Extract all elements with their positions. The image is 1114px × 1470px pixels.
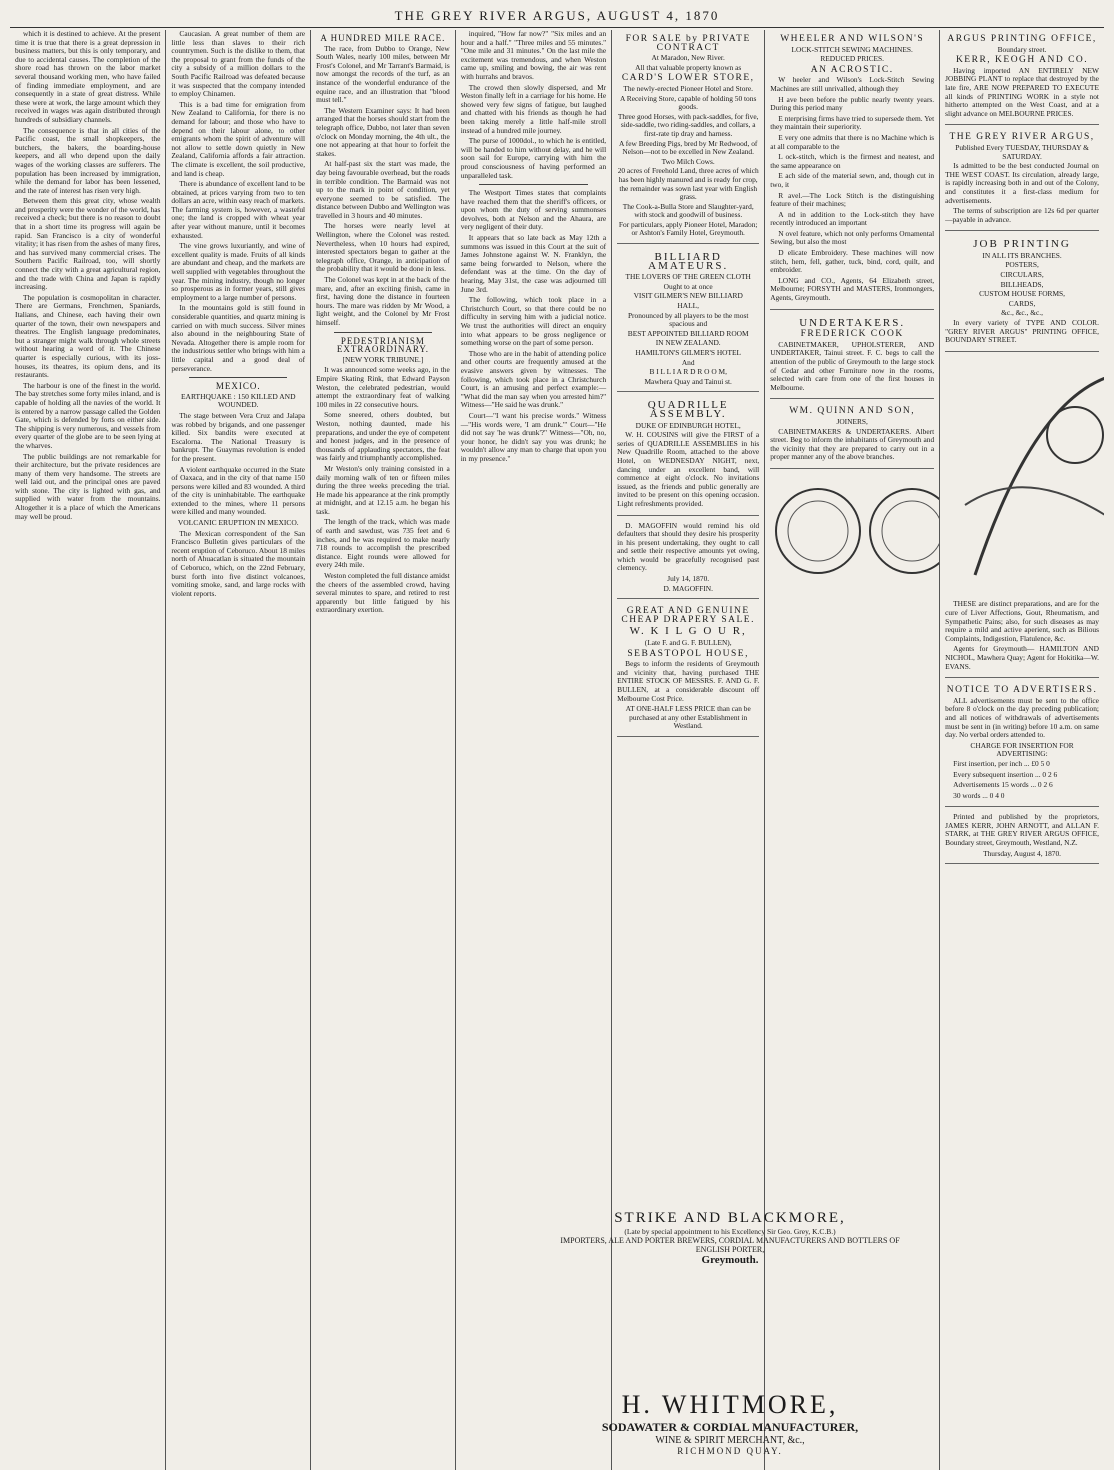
paragraph: The Mexican correspondent of the San Francisco Bulletin gives particulars of the recent eruption of Ceboruco. About 18 miles north of Ahuacatlan is situated the mountain of Ceboruco, which, on the 22nd February, burst forth into five distinct volcanoes, vomiting smoke, sand, and large rocks with violent reports. (171, 528, 306, 598)
ad-line: THE LOVERS OF THE GREEN CLOTH (625, 272, 751, 282)
ad-line: POSTERS, (1005, 260, 1039, 270)
ad-title: BILLIARD AMATEURS. (648, 251, 729, 272)
ad-body: CABINETMAKERS & UNDERTAKERS. Albert street. Beg to inform the inhabitants of Greymouth and the vicinity that they are prepared to carry out in a proper manner any of the above branches. (770, 426, 935, 462)
ad-line: BILLHEADS, (1000, 279, 1044, 289)
paragraph: W heeler and Wilson's Lock-Stitch Sewing Machines are still unrivalled, although they (770, 75, 935, 93)
ad-line: And (681, 357, 695, 367)
paragraph: A nd in addition to the Lock-stitch they have recently introduced an important (770, 209, 935, 228)
ad-subtitle: (Late F. and G. F. BULLEN), (644, 638, 732, 648)
ad-line: 20 acres of Freehold Land, three acres of which has been highly manured and is ready for crop, the remainder was sown last year with English grass. (617, 166, 759, 202)
ad-town: Greymouth. (701, 1254, 759, 1266)
pedestrian-source: [NEW YORK TRIBUNE.] (342, 354, 424, 364)
engraving-banner-icon (965, 487, 1104, 515)
paragraph: The vine grows luxuriantly, and wine of excellent quality is made. Fruits of all kinds are abundant and cheap, and the markets are well supplied with vegetables throughout the year. The mining industry, though no longer so prosperous as in former years, still gives employment to a large number of persons. (171, 241, 306, 302)
ad-line: CARDS, (1008, 298, 1036, 308)
column-2 (166, 30, 311, 1470)
ad-title: FOR SALE by PRIVATE CONTRACT (625, 34, 751, 53)
ad-title: QUADRILLE ASSEMBLY. (647, 399, 729, 420)
ad-subtitle: At Maradon, New River. (651, 53, 725, 63)
paragraph: H ave been before the public nearly twenty years. During this period many (770, 94, 935, 113)
ad-line: Mawhera Quay and Tainui st. (644, 376, 732, 386)
paragraph: It appears that so late back as May 12th a summons was issued in this Court at the suit of James Johnstone against W. N. Franklyn, the same being forwarded to Nelson, where the defendant was at the time. On the day of hearing, May 31st, the case was adjourned till June 3rd. (460, 233, 607, 294)
ad-line: &c., &c., &c., (1001, 308, 1043, 318)
paragraph: The purse of 1000dol., to which he is entitled, will be handed to him without delay, and he will soon sail for Europe, carrying with him the proud consciousness of having performed an unparalleled task. (460, 136, 607, 180)
ad-footer: In every variety of TYPE AND COLOR. "GREY RIVER ARGUS" PRINTING OFFICE, BOUNDARY STREET. (945, 318, 1099, 345)
paragraph: N ovel feature, which not only performs Ornamental Sewing, but also the most (770, 228, 935, 247)
ad-firm: KERR, KEOGH AND CO. (955, 55, 1089, 66)
ad-line: A Receiving Store, capable of holding 50 tons goods. (620, 93, 757, 112)
mexico-subheading: EARTHQUAKE : 150 KILLED AND WOUNDED. (180, 391, 296, 410)
ad-line: HALL, (677, 301, 699, 311)
ad-date: July 14, 1870. (667, 574, 710, 584)
ad-whitmore (551, 1390, 909, 1456)
ad-subtitle: JOINERS, (836, 416, 868, 426)
paragraph: It was announced some weeks ago, in the Empire Skating Rink, that Edward Payson Weston, the celebrated pedestrian, would attempt the extraordinary feat of walking 100 miles in 22 consecutive hours. (316, 365, 450, 409)
ad-body: Begs to inform the residents of Greymouth and vicinity that, having purchased THE ENTIRE STOCK OF MESSRS. F. AND G. F. BULLEN, at a considerable discount off Melbourne Cost Price. (617, 659, 760, 703)
paragraph: The Western Examiner says: It had been arranged that the horses should start from the telegraph office, Dubbo, not later than seven o'clock on Monday morning, the 4th ult., the one not appearing at that hour to forfeit the stakes. (316, 105, 450, 158)
column-1 (10, 30, 166, 1470)
ad-body: Is admitted to be the best conducted Journal on THE WEST COAST. Its circulation, already large, is rapidly increasing both in and out of the Colony, and constitutes it a first-class medium for advertisements. (945, 161, 1099, 205)
paragraph: L ock-stitch, which is the firmest and neatest, and the same appearance on (770, 152, 935, 170)
paragraph: The following, which took place in a Christchurch Court, so that there could be no difficulty in serving him with a judicial notice. We trust the authorities will direct an enquiry into what appears to be gross negligence or something worse on the part of some person. (460, 295, 607, 348)
ad-undertakers (770, 313, 934, 400)
paragraph: The horses were nearly level at Wellington, where the Colonel was rested. Nevertheless, when 10 hours had expired, interested spectators began to gather at the telegraph office, Orange, in anticipation of the probability that it would be done in less. (316, 221, 450, 274)
medal-icon (776, 489, 860, 573)
ad-line: HAMILTON'S GILMER'S HOTEL (635, 348, 742, 357)
ad-body: W. H. COUSINS will give the FIRST of a series of QUADRILLE ASSEMBLIES in his New Quadrille Room, attached to the above Hotel, on WEDNESDAY NIGHT, next, dancing under an excellent band, will commence at eight o'clock. No invitations issued, as the friends and public generally are invited to be present on this opening occasion. Light refreshments provided. (617, 430, 760, 508)
ad-title: WHEELER AND WILSON'S (780, 34, 925, 44)
paragraph: inquired, "How far now?" "Six miles and an hour and a half." "Three miles and 55 minutes." "One mile and 31 minutes." On the last mile the excitement was tremendous, and when Weston came up, smiling and bowing, the air was rent with hurrahs and bravos. (460, 30, 607, 81)
ad-body: THESE are distinct preparations, and are for the cure of Liver Affections, Gout, Rheumatism, and Sympathetic Pains; also, for such diseases as may require a mild and active aperient, such as Bilious Complaints, Indigestion, Flatulence, &c. (945, 599, 1099, 643)
charges-title: CHARGE FOR INSERTION FOR ADVERTISING: (970, 740, 1074, 759)
ad-line: BEST APPOINTED BILLIARD ROOM (627, 328, 749, 338)
ad-for-sale-maradon (617, 30, 759, 244)
ad-body: IMPORTERS, ALE AND PORTER BREWERS, CORDIAL MANUFACTURERS AND BOTTLERS OF ENGLISH PORTER, (560, 1236, 900, 1254)
paragraph: Every subsequent insertion ... 0 2 6 (953, 769, 1058, 779)
ad-subtitle: DUKE OF EDINBURGH HOTEL, (635, 420, 741, 430)
ad-name: FREDERICK COOK (800, 329, 904, 340)
ad-subtitle: Published Every TUESDAY, THURSDAY & SATURDAY. (955, 142, 1089, 161)
ad-title: H. WHITMORE, (621, 1390, 839, 1419)
holloway-engraving (945, 355, 1104, 595)
ad-line: CIRCULARS, (1000, 270, 1044, 280)
paragraph: Advertisements 15 words ... 0 2 6 (953, 780, 1053, 790)
volcanic-heading: VOLCANIC ERUPTION IN MEXICO. (177, 518, 299, 528)
ad-address: Boundary street. (997, 44, 1047, 54)
paragraph: Court—"I want his precise words." Witness—"His words were, 'I am drunk.'" Court—"He did not say 'he was drunk'?" Witness—"Oh, no, your honor, he didn't say you was drunk; he wouldn't allow any man to charge that upon you in my presence." (460, 410, 607, 463)
paragraph: Mr Weston's only training consisted in a daily morning walk of ten or fifteen miles during the three weeks preceding the trial. He made his appearance at the rink promptly at midnight, and at 12.15 a.m. he began his task. (316, 463, 450, 516)
ad-title: UNDERTAKERS. (799, 316, 906, 329)
ad-line: The newly-erected Pioneer Hotel and Store. (623, 83, 754, 93)
imprint-date: Thursday, August 4, 1870. (983, 848, 1062, 858)
paragraph: which it is destined to achieve. At the present time it is true that there is a great depression in business matters, but this is only temporary, and due to accidental causes. The completion of the shore road has thrown on the labor market several thousand working men, who have failed of finding immediate employment, and are consequently in a state of great distress. While these were at work, the large amount which they received in wages was again distributed through hundreds of subsidiary channels. (15, 30, 161, 124)
ad-house: SEBASTOPOL HOUSE, (627, 648, 749, 659)
ad-address: RICHMOND QUAY. (677, 1446, 783, 1456)
ad-line: A few Breeding Pigs, bred by Mr Redwood, of Nelson—not to be excelled in New Zealand. (619, 138, 758, 157)
ad-subtitle: IN ALL ITS BRANCHES. (982, 250, 1062, 260)
ad-acrostic-title: AN ACROSTIC. (810, 64, 894, 75)
divider (479, 184, 588, 185)
ad-argus-printing (945, 30, 1099, 125)
paragraph: First insertion, per inch ... £0 5 0 (953, 758, 1050, 768)
ad-strike-blackmore (551, 1210, 909, 1266)
ad-line: Ought to at once (663, 281, 713, 291)
paragraph: R avel.—The Lock Stitch is the distinguishing feature of their machines; (770, 190, 935, 209)
paragraph: Between them this great city, whose wealth and prosperity were the wonder of the world, has received a check; but there is no reason to doubt that in a short time its progress will again be rapid. San Francisco is a city of wonderful vitality; it has risen from the ashes of many fires, and has survived many commercial crises. The Southern Pacific Railroad, too, will shortly connect the city with a great agricultural region, and the trade with China and Japan is rapidly increasing. (15, 196, 161, 292)
ad-line: IN NEW ZEALAND. (655, 338, 721, 348)
paragraph: E nterprising firms have tried to supersede them. Yet they maintain their superiority. (770, 113, 935, 132)
paragraph: The consequence is that in all cities of the Pacific coast, the small shopkeepers, the butchers, the bakers, the boarding-house keepers, and all who depend upon the daily wages of the working classes are sufferers. The population has been increased by immigration, while the demand for labor has been lessened, and the rate of interest has risen very high. (15, 125, 161, 195)
paragraph: The crowd then slowly dispersed, and Mr Weston finally left in a carriage for his home. He showed very few signs of fatigue, but laughed and chatted with his friends as though he had been taking merely a little half-mile stroll instead of a hundred mile journey. (460, 82, 607, 135)
paragraph: E very one admits that there is no Machine which is at all comparable to the (770, 132, 935, 151)
ad-quadrille (617, 395, 759, 515)
ad-name: CARD'S LOWER STORE, (621, 73, 755, 84)
paragraph: The harbour is one of the finest in the world. The bay stretches some forty miles inland, and is capable of holding all the navies of the world. It is entered by a narrow passage called the Golden Gate, which is defended by forts on either side. The shipping is very numerous, and vessels from every quarter of the globe are to be seen lying at the wharves. (15, 380, 161, 450)
ad-billiard (617, 247, 759, 392)
ad-body: All that valuable property known as (635, 62, 742, 72)
paragraph: In the mountains gold is still found in considerable quantities, and quartz mining is carried on with much success. Silver mines also abound in the neighbouring State of Nevada. Altogether there is ample room for the industrious settler who brings with him a little capital and a good deal of perseverance. (171, 303, 306, 373)
ad-notice (945, 681, 1099, 807)
ad-subtitle: SODAWATER & CORDIAL MANUFACTURER, (601, 1420, 859, 1434)
divider (189, 377, 287, 378)
ad-agents: Agents for Greymouth— HAMILTON AND NICHOL, Mawhera Quay; Agent for Hokitika—W. EVANS. (945, 644, 1099, 671)
ad-name: W. K I L G O U R, (629, 625, 747, 638)
ad-line: Pronounced by all players to be the most spacious and (627, 310, 749, 329)
paragraph: Those who are in the habit of attending police and other courts are frequently amused at the evasive answers given by witnesses. The following, which took place in a Christchurch Court, is an amusing and perfect example:— "What did the man say when you arrested him?" Witness—"He said he was drunk." (460, 348, 607, 410)
ad-body: Having imported AN ENTIRELY NEW JOBBING PLANT to replace that destroyed by the late fire, ARE NOW PREPARED TO EXECUTE all kinds of PRINTING WORK in a style not hitherto attempted on the West Coast, and at a slight advance on MELBOURNE PRICES. (945, 65, 1099, 118)
ad-title: ARGUS PRINTING OFFICE, (947, 34, 1097, 44)
ad-subtitle: (Late by special appointment to his Excellency Sir Geo. Grey, K.C.B.) (624, 1227, 836, 1236)
ad-drapery (617, 602, 759, 737)
engraving-scroll-icon (975, 375, 1104, 575)
medal-inner (788, 501, 848, 561)
mexico-heading: MEXICO. (215, 381, 261, 392)
ad-title: STRIKE AND BLACKMORE, (614, 1210, 846, 1226)
paragraph: 30 words ... 0 4 0 (953, 790, 1005, 800)
masthead-title: THE GREY RIVER ARGUS, AUGUST 4, 1870 (394, 8, 720, 23)
paragraph: Some sneered, others doubted, but Weston, nothing daunted, made his preparations, and under the eye of competent and honest judges, and in the presence of thousands of applauding spectators, the feat was fairly and triumphantly accomplished. (316, 410, 450, 463)
medal-engravings (770, 476, 940, 586)
ad-title: NOTICE TO ADVERTISERS. (946, 685, 1098, 696)
paragraph: A violent earthquake occurred in the State of Oaxaca, and in the city of that name 150 persons were killed and 83 wounded. A third of the city is uninhabitable. The earthquake extended to the mines, where 11 persons were killed and many wounded. (171, 464, 306, 517)
ad-line: Two Milch Cows. (661, 156, 715, 166)
ad-subtitle: LOCK-STITCH SEWING MACHINES. (791, 44, 913, 54)
paragraph: The population is cosmopolitan in character. There are Germans, Frenchmen, Spaniards, Italians, and Chinese, each having their own quarter of the town, their own newspapers and theatres. The English language predominates, but a stranger might walk through whole streets without hearing a word of it. The Chinese quarter is especially curious, with its joss-houses, its theatres, its opium dens, and its restaurants. (15, 292, 161, 380)
engraving-figure-icon (1047, 407, 1103, 463)
paragraph: E ach side of the material sewn, and, though cut in two, it (770, 171, 935, 189)
ad-line: B I L L I A R D R O O M, (649, 367, 727, 377)
paragraph: Caucasian. A great number of them are little less than slaves to their rich countrymen. Such is the dislike to them, that the proposal to grant from the funds of the city a subsidy of a million dollars to the South Pacific Railroad was defeated because it was suspected that the company intended to employ Chinamen. (171, 30, 306, 99)
ad-magoffin (617, 519, 759, 600)
column-7-ads (940, 30, 1104, 1470)
paragraph: There is abundance of excellent land to be obtained, at prices varying from two to ten dollars an acre, within easy reach of markets. The farming system is, however, a wasteful one; the land is cropped with wheat year after year without manure, until it becomes exhausted. (171, 179, 306, 240)
ad-body: D. MAGOFFIN would remind his old defaulters that should they desire his prosperity in his present undertaking, they ought to call and settle their respective amounts yet owing, which would be gracefully recognised past clemency. (617, 520, 760, 573)
ad-footer: AT ONE-HALF LESS PRICE than can be purchased at any other Establishment in Westland. (625, 704, 751, 731)
paragraph: This is a bad time for emigration from New Zealand to California, for there is no demand for labour; and those who have to depend on their labour alone, to other emigrants whom the spirit of adventure will not allow to settle down quietly in New Zealand, California affords a fair attraction. The climate is excellent, the soil productive, and land is cheap. (171, 99, 306, 178)
imprint (945, 810, 1099, 864)
ad-wheeler-wilson (770, 30, 934, 310)
column-3 (311, 30, 456, 1470)
pedestrian-heading: PEDESTRIANISM EXTRAORDINARY. (336, 335, 429, 355)
paragraph: D elicate Embroidery. These machines will now stitch, hem, fell, gather, tuck, bind, cord, quilt, and embroider. (770, 248, 935, 275)
ad-title: WM. QUINN AND SON, (789, 406, 916, 417)
ad-body: CABINETMAKER, UPHOLSTERER, AND UNDERTAKER, Tainui street. F. C. begs to call the attention of the public of Greymouth to the large stock of Cedar and other Furniture now in the rooms, selected with care from one of the first houses in Melbourne. (770, 339, 935, 392)
ad-holloway (945, 597, 1099, 678)
ad-signature: D. MAGOFFIN. (663, 583, 713, 593)
ad-subtitle-2: WINE & SPIRIT MERCHANT, &c., (655, 1435, 805, 1446)
paragraph: The Colonel was kept in at the back of the mare, and, after an exciting finish, came in first, having done the distance in fourteen hours. The mare was ridden by Mr Wood, a light weight, and the Colonel by Mr Frost himself. (316, 275, 450, 327)
medal-inner (882, 501, 940, 561)
paragraph: The Westport Times states that complaints have reached them that the sheriff's officers, or upon whom the duty of serving summonses devolves, both at Nelson and the Ahaura, are very negligent of their duty. (460, 188, 607, 232)
ad-line: CUSTOM HOUSE FORMS, (979, 289, 1065, 299)
paragraph: Weston completed the full distance amidst the cheers of the assembled crowd, having several minutes to spare, and retired to rest apparently but little fatigued by his extraordinary exertion. (316, 571, 450, 615)
paragraph: At half-past six the start was made, the day being favourable overhead, but the roads in terrible condition. The Barmaid was not up to the mark in point of condition, yet everyone seemed to be satisfied. The distance between Dubbo and Wellington was travelled in 3 hours and 40 minutes. (316, 159, 450, 220)
paragraph: The stage between Vera Cruz and Jalapa was robbed by brigands, and one passenger killed. Six bandits were executed at Escalorna. The National Treasury is bankrupt. The Guaymas revolution is ended for the present. (171, 410, 306, 463)
ad-footer: For particulars, apply Pioneer Hotel, Maradon; or Ashton's Family Hotel, Greymouth. (618, 219, 758, 238)
divider (334, 332, 432, 333)
ad-job-printing (945, 234, 1099, 352)
imprint-text: Printed and published by the proprietors, JAMES KERR, JOHN ARNOTT, and ALLAN F. STARK, at THE GREY RIVER ARGUS OFFICE, Boundary street, Greymouth, Westland, N.Z. (945, 812, 1099, 848)
ad-title: GREAT AND GENUINE CHEAP DRAPERY SALE. (621, 606, 755, 625)
ad-agents: LONG and CO., Agents, 64 Elizabeth street, Melbourne; FORSYTH and MASTERS, Ironmongers, Agents, Greymouth. (770, 275, 935, 303)
paragraph: The length of the track, which was made of earth and sawdust, was 735 feet and 6 inches, and he was required to make nearly 718 rounds to accomplish the prescribed distance. Eight rounds were allowed for every 24th mile. (316, 517, 450, 570)
race-heading: A HUNDRED MILE RACE. (320, 33, 446, 43)
ad-terms: The terms of subscription are 12s 6d per quarter—payable in advance. (945, 206, 1099, 224)
masthead (10, 6, 1104, 28)
ad-title: THE GREY RIVER ARGUS, (949, 132, 1095, 143)
paragraph: The public buildings are not remarkable for their architecture, but the private residences are many of them very handsome. The streets are well laid out, and the principal ones are paved with stone. The city is lighted with gas, and supplied with water from the mountains. Altogether it is a place of which the Americans may well be proud. (15, 451, 161, 521)
ad-line: The Cook-a-Bulla Store and Slaughter-yard, with stock and goodwill of business. (622, 201, 754, 220)
ad-line: Three good Horses, with pack-saddles, for five, side-saddle, two riding-saddles, and collars, a first-rate tip dray and harness. (617, 111, 759, 138)
ad-quinn (770, 402, 934, 469)
ad-title: JOB PRINTING (973, 238, 1071, 251)
ad-reduced: REDUCED PRICES. (820, 54, 884, 64)
ad-body: ALL advertisements must be sent to the office before 8 o'clock on the day preceding publication; and all notices of withdrawals of advertisements must be sent in (in writing) before 10 a.m. on same day. No verbal orders attended to. (945, 695, 1099, 740)
ad-line: VISIT GILMER'S NEW BILLIARD (633, 291, 743, 301)
paragraph: The race, from Dubbo to Orange, New South Wales, nearly 100 miles, between Mr Frost's Colonel, and Mr Tarrant's Barmaid, is now amongst the records of the turf, as an instance of the wonderful endurance of the equine race, and an illustration that "blood must tell." (316, 43, 450, 105)
ad-grey-river-argus (945, 128, 1099, 231)
